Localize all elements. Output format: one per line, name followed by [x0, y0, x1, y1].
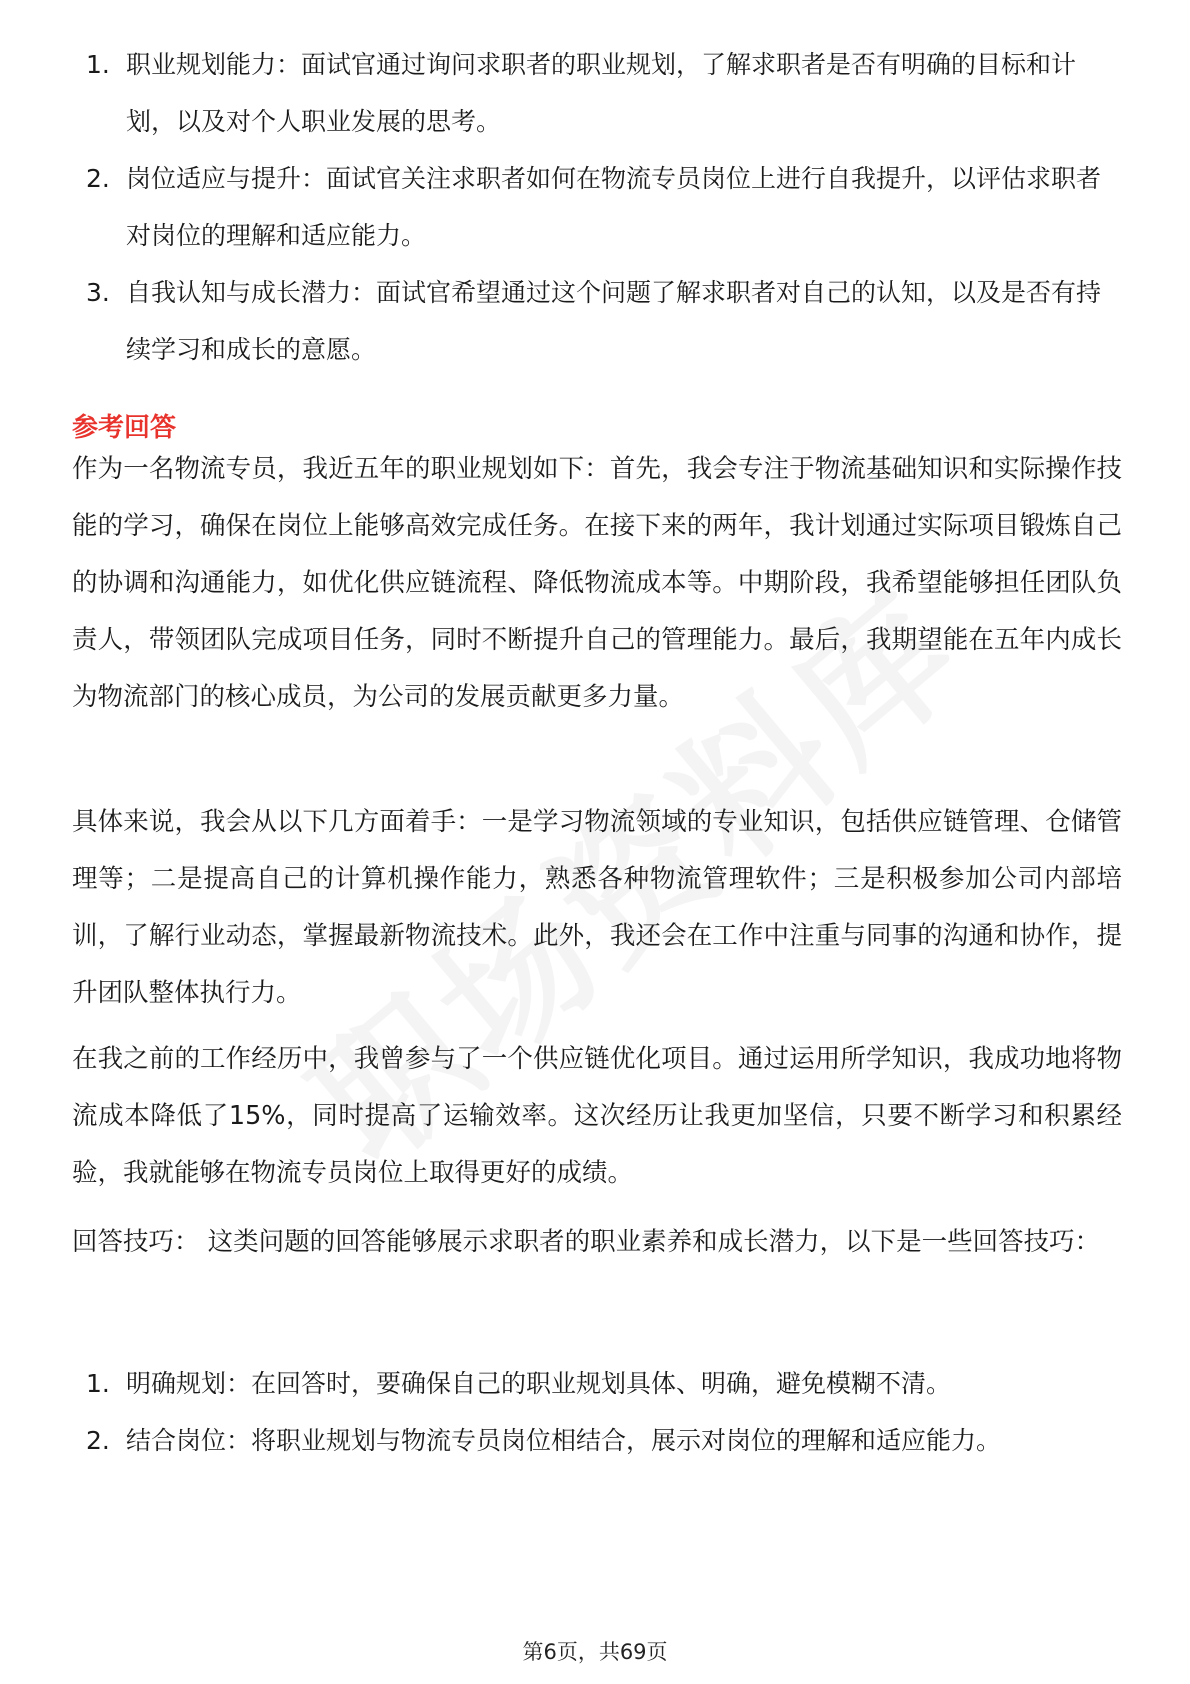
list-item-heading: 明确规划：: [126, 1369, 252, 1398]
answer-paragraph-2: 具体来说，我会从以下几方面着手：一是学习物流领域的专业知识，包括供应链管理、仓储管理等；二是提高自己的计算机操作能力，熟悉各种物流管理软件；三是积极参加公司内部培训，了解行业动态，掌握最新物流技术。此外，我还会在工作中注重与同事的沟通和协作，提升团队整体执行力。: [72, 807, 1122, 1008]
section-title: 参考回答: [72, 413, 177, 443]
answer-paragraph-3: 在我之前的工作经历中，我曾参与了一个供应链优化项目。通过运用所学知识，我成功地将物流成本降低了15%，同时提高了运输效率。这次经历让我更加坚信，只要不断学习和积累经验，我就能够在物流专员岗位上取得更好的成绩。: [72, 1044, 1122, 1188]
list-item-heading: 自我认知与成长潜力：: [126, 278, 377, 307]
list-item: [0, 1355, 1190, 1412]
list-item: [0, 1412, 1190, 1469]
evaluation-points-list: [0, 36, 1190, 378]
list-number: 3.: [86, 278, 110, 307]
list-item-text: 面试官通过询问求职者的职业规划，了解求职者是否有明确的目标和计划，以及对个人职业发展的思考。: [126, 50, 1077, 136]
tips-intro-paragraph: 回答技巧： 这类问题的回答能够展示求职者的职业素养和成长潜力，以下是一些回答技巧：: [72, 1227, 1101, 1257]
list-number: 1.: [86, 1369, 110, 1398]
page-footer: 第6页，共69页: [522, 1640, 668, 1664]
list-number: 2.: [86, 1426, 110, 1455]
list-item: [0, 36, 1190, 150]
list-number: 2.: [86, 164, 110, 193]
list-item-text: 在回答时，要确保自己的职业规划具体、明确，避免模糊不清。: [251, 1369, 952, 1398]
list-item-heading: 结合岗位：: [126, 1426, 252, 1455]
answer-paragraph-1: 作为一名物流专员，我近五年的职业规划如下：首先，我会专注于物流基础知识和实际操作技能的学习，确保在岗位上能够高效完成任务。在接下来的两年，我计划通过实际项目锻炼自己的协调和沟通能力，如优化供应链流程、降低物流成本等。中期阶段，我希望能够担任团队负责人，带领团队完成项目任务，同时不断提升自己的管理能力。最后，我期望能在五年内成长为物流部门的核心成员，为公司的发展贡献更多力量。: [72, 454, 1122, 712]
list-item-text: 面试官关注求职者如何在物流专员岗位上进行自我提升，以评估求职者对岗位的理解和适应能力。: [126, 164, 1102, 250]
list-item: [0, 150, 1190, 264]
list-item-heading: 岗位适应与提升：: [126, 164, 327, 193]
list-item-heading: 职业规划能力：: [126, 50, 302, 79]
list-item-text: 面试官希望通过这个问题了解求职者对自己的认知，以及是否有持续学习和成长的意愿。: [126, 278, 1102, 364]
list-number: 1.: [86, 50, 110, 79]
tips-list: [0, 1355, 1190, 1469]
list-item: [0, 264, 1190, 378]
list-item-text: 将职业规划与物流专员岗位相结合，展示对岗位的理解和适应能力。: [251, 1426, 1002, 1455]
